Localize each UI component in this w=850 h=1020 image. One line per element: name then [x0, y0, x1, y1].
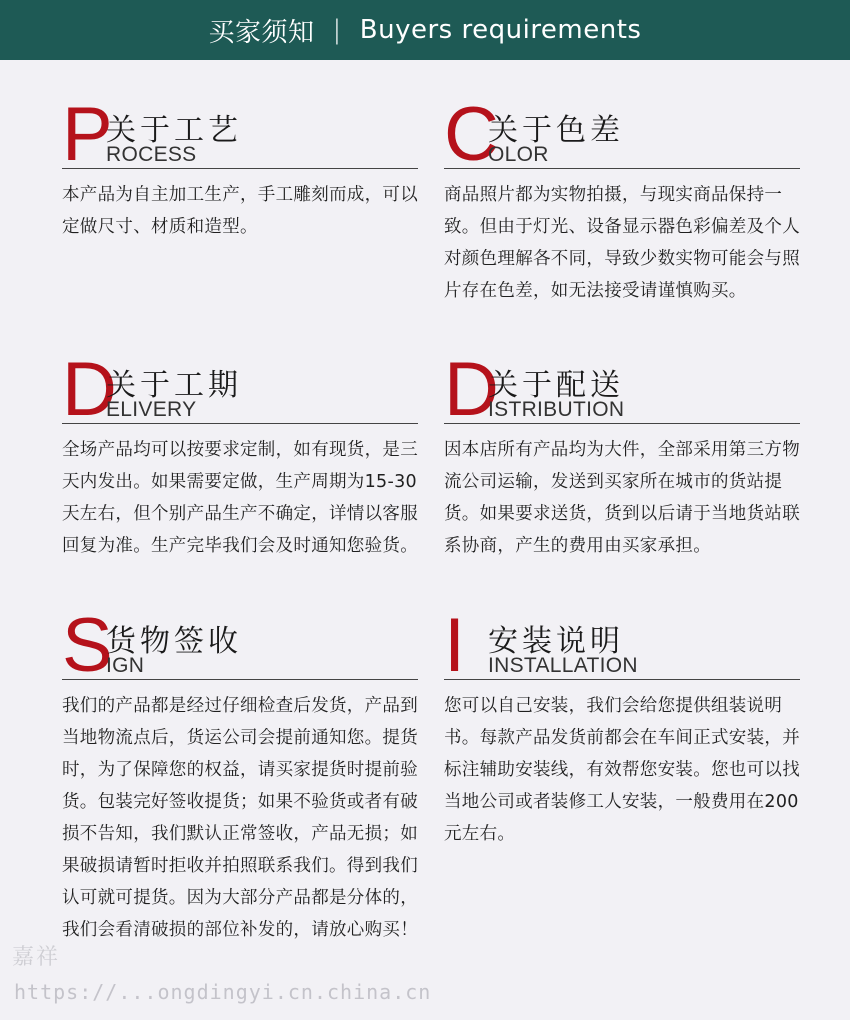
watermark-text: 嘉祥 — [12, 945, 61, 970]
section-title-en: IGN — [106, 654, 145, 677]
section-title-cn: 安装说明 — [488, 624, 624, 659]
section-header — [62, 92, 418, 177]
section-title-cn: 关于色差 — [488, 113, 624, 148]
initial-letter: D — [62, 347, 117, 432]
section-header — [444, 92, 800, 177]
initial-letter: I — [444, 603, 466, 688]
section-body: 全场产品均可以按要求定制，如有现货，是三天内发出。如果需要定做，生产周期为15-30天左右，但个别产品生产不确定，详情以客服回复为准。生产完毕我们会及时通知您验货。 — [62, 440, 418, 556]
section-body: 商品照片都为实物拍摄，与现实商品保持一致。但由于灯光、设备显示器色彩偏差及个人对颜色理解各不同，导致少数实物可能会与照片存在色差，如无法接受请谨慎购买。 — [444, 185, 800, 301]
section-header — [62, 347, 418, 432]
section-header — [444, 603, 800, 688]
section-distribution — [444, 347, 800, 562]
section-title-cn: 关于工期 — [106, 368, 242, 403]
section-body: 我们的产品都是经过仔细检查后发货，产品到当地物流点后，货运公司会提前通知您。提货时，为了保障您的权益，请买家提货时提前验货。包装完好签收提货；如果不验货或者有破损不告知，我们默认正常签收，产品无损；如果破损请暂时拒收并拍照联系我们。得到我们认可就可提货。因为大部分产品都是分体的，我们会看清破损的部位补发的，请放心购买！ — [62, 696, 418, 940]
section-body: 您可以自己安装，我们会给您提供组装说明书。每款产品发货前都会在车间正式安装，并标注辅助安装线，有效帮您安装。您也可以找当地公司或者装修工人安装，一般费用在200元左右。 — [444, 696, 800, 844]
section-title-cn: 关于配送 — [488, 368, 624, 403]
section-body: 本产品为自主加工生产，手工雕刻而成，可以定做尺寸、材质和造型。 — [62, 185, 418, 237]
header-banner — [0, 0, 850, 60]
banner-separator: | — [332, 15, 342, 45]
section-header — [62, 603, 418, 688]
section-process — [62, 92, 418, 243]
section-title-cn: 货物签收 — [106, 624, 242, 659]
section-title-en: ELIVERY — [106, 398, 197, 421]
banner-title-en: Buyers requirements — [359, 15, 642, 45]
section-header — [444, 347, 800, 432]
initial-letter: S — [62, 603, 113, 688]
section-installation — [444, 603, 800, 850]
section-title-en: INSTALLATION — [488, 654, 638, 677]
watermark-url: https://...ongdingyi.cn.china.cn — [14, 980, 432, 1004]
initial-letter: D — [444, 347, 499, 432]
section-title-en: ROCESS — [106, 143, 197, 166]
section-color — [444, 92, 800, 307]
banner-title-cn: 买家须知 — [208, 17, 315, 48]
section-delivery — [62, 347, 418, 562]
section-sign — [62, 603, 418, 946]
section-title-cn: 关于工艺 — [106, 113, 242, 148]
section-title-en: ISTRIBUTION — [488, 398, 625, 421]
initial-letter: C — [444, 92, 499, 177]
initial-letter: P — [62, 92, 113, 177]
section-body: 因本店所有产品均为大件，全部采用第三方物流公司运输，发送到买家所在城市的货站提货。如果要求送货，货到以后请于当地货站联系协商，产生的费用由买家承担。 — [444, 440, 800, 556]
section-title-en: OLOR — [488, 143, 549, 166]
